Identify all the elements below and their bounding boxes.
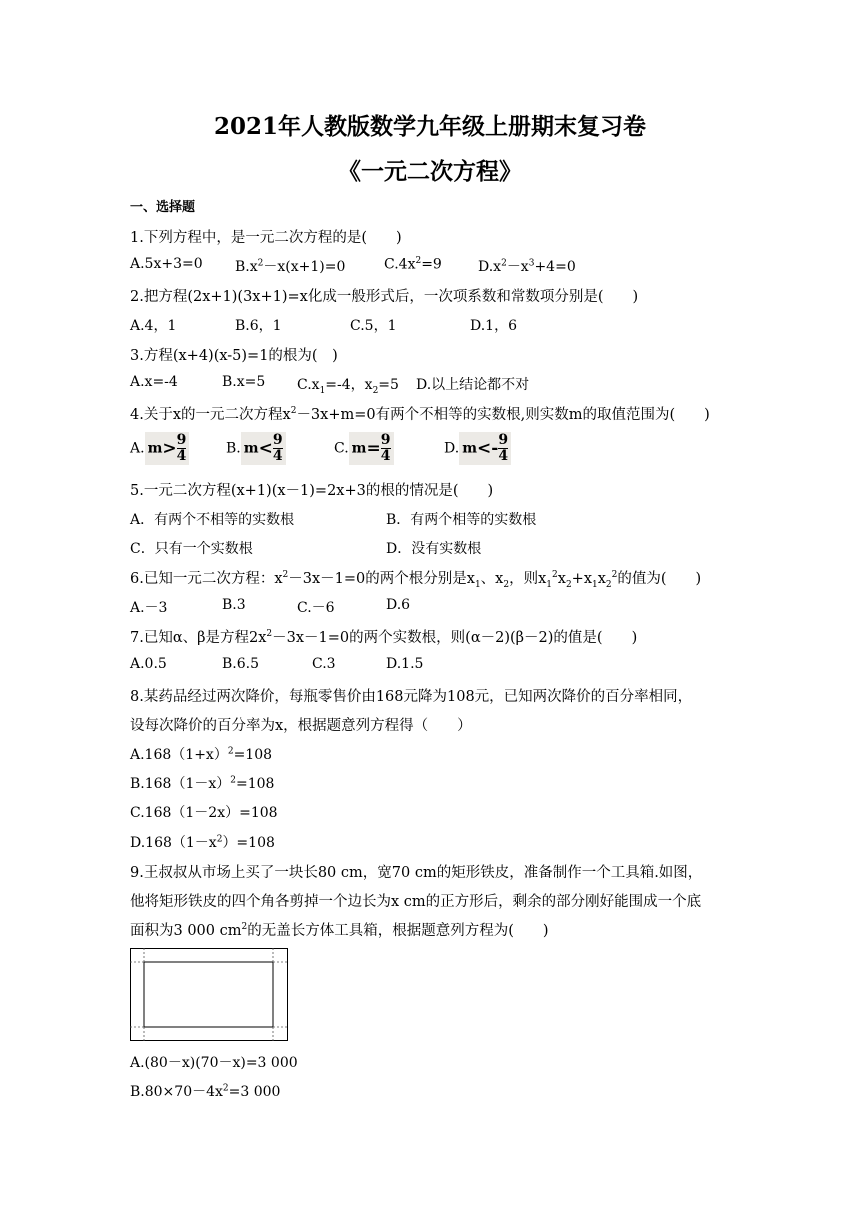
- q7-option-b: B.6.5: [222, 656, 260, 672]
- q8-option-c: C.168（1－2x）=108: [130, 805, 278, 821]
- q1-option-b: $B.x^2-x(x+1)=0$: [235, 258, 346, 275]
- q4-option-c: C. m= $\frac{9}{4}$: [334, 432, 394, 465]
- q2-option-b: B.6，1: [235, 318, 282, 334]
- math-image: m= $\frac{9}{4}$: [349, 432, 394, 465]
- q6-option-a: A.－3: [130, 600, 168, 616]
- q3-option-a: A.x=-4: [130, 374, 178, 390]
- q8-stem-line1: 8.某药品经过两次降价，每瓶零售价由168元降为108元，已知两次降价的百分率相同，: [130, 689, 693, 705]
- q9-option-a: A.(80－x)(70－x)=3 000: [130, 1055, 298, 1071]
- q6-option-d: D.6: [386, 597, 411, 613]
- doc-subtitle: 《一元二次方程》: [338, 158, 522, 185]
- q2-stem: 2.把方程(2x+1)(3x+1)=x化成一般形式后，一次项系数和常数项分别是( ): [130, 289, 639, 305]
- q2-option-a: A.4，1: [130, 318, 177, 334]
- q7-option-c: C.3: [312, 656, 336, 672]
- q7-option-d: D.1.5: [386, 656, 424, 672]
- inner-base: [144, 962, 273, 1027]
- q5-option-a: A．有两个不相等的实数根: [130, 512, 295, 528]
- doc-title: 2021年人教版数学九年级上册期末复习卷: [213, 113, 646, 140]
- q3-option-c: $C.x_1=-4$，$x_2=5$: [297, 377, 399, 396]
- q5-option-d: D．没有实数根: [386, 541, 482, 557]
- q2-option-c: C.5，1: [350, 318, 397, 334]
- q5-option-b: B．有两个相等的实数根: [386, 512, 537, 528]
- q8-option-a: $A.168(1+x)^2=108$: [130, 746, 273, 763]
- q8-option-d: $D.168(1-x^2)=108$: [130, 834, 275, 851]
- q1-option-d: $D.x^2-x^3+4=0$: [478, 258, 576, 275]
- q4-option-d: D. m<- $\frac{9}{4}$: [444, 432, 511, 465]
- q9-stem-line2: 他将矩形铁皮的四个角各剪掉一个边长为x cm的正方形后，剩余的部分刚好能围成一个底: [130, 894, 702, 910]
- q8-stem-line2: 设每次降价的百分率为x，根据题意列方程得（ ）: [130, 718, 472, 734]
- q8-option-b: $B.168(1-x)^2=108$: [130, 775, 275, 792]
- q7-stem: 7.已知α、β是方程$2x^2-3x-1=0$的两个实数根，则(α－2)(β－2)的值是( ): [130, 629, 638, 646]
- q4-option-b: B. m< $\frac{9}{4}$: [226, 432, 286, 465]
- q3-option-b: B.x=5: [222, 374, 266, 390]
- q1-stem: 1.下列方程中，是一元二次方程的是( ): [130, 230, 402, 246]
- q2-option-d: D.1，6: [470, 318, 517, 334]
- q7-option-a: A.0.5: [130, 656, 167, 672]
- q5-stem: 5.一元二次方程(x+1)(x－1)=2x+3的根的情况是( ): [130, 483, 494, 499]
- section-heading: 一、选择题: [130, 200, 196, 215]
- q4-option-a: A. m> $\frac{9}{4}$: [130, 432, 189, 465]
- math-image: m> $\frac{9}{4}$: [145, 432, 190, 465]
- q1-option-a: A.5x+3=0: [130, 256, 203, 272]
- math-image: m< $\frac{9}{4}$: [241, 432, 286, 465]
- q9-option-b: $B.80\times 70-4x^2=3$ 000: [130, 1083, 281, 1100]
- q6-stem: 6.已知一元二次方程：$x^2-3x-1=0$的两个根分别是$x_1$、$x_2$，则$x_1^2x_2+x_1x_2^2$的值为( ): [130, 570, 702, 590]
- q1-option-c: $C.4x^2=9$: [384, 256, 442, 273]
- q9-stem-line1: 9.王叔叔从市场上买了一块长80 cm，宽70 cm的矩形铁皮，准备制作一个工具箱.如图，: [130, 865, 703, 881]
- q4-stem: 4.关于x的一元二次方程$x^2-3x+m=0$有两个不相等的实数根,则实数m的取值范围为( ): [130, 406, 710, 423]
- q6-option-b: B.3: [222, 597, 246, 613]
- q5-option-c: C．只有一个实数根: [130, 541, 253, 557]
- q9-stem-line3: 面积为3 000 $cm^2$的无盖长方体工具箱，根据题意列方程为( ): [130, 922, 549, 939]
- q3-option-d: D.以上结论都不对: [416, 377, 530, 393]
- sheet-figure: [130, 948, 290, 1043]
- math-image: m<- $\frac{9}{4}$: [459, 432, 511, 465]
- q3-stem: 3.方程(x+4)(x-5)=1的根为( ): [130, 348, 338, 364]
- q6-option-c: C.－6: [297, 600, 335, 616]
